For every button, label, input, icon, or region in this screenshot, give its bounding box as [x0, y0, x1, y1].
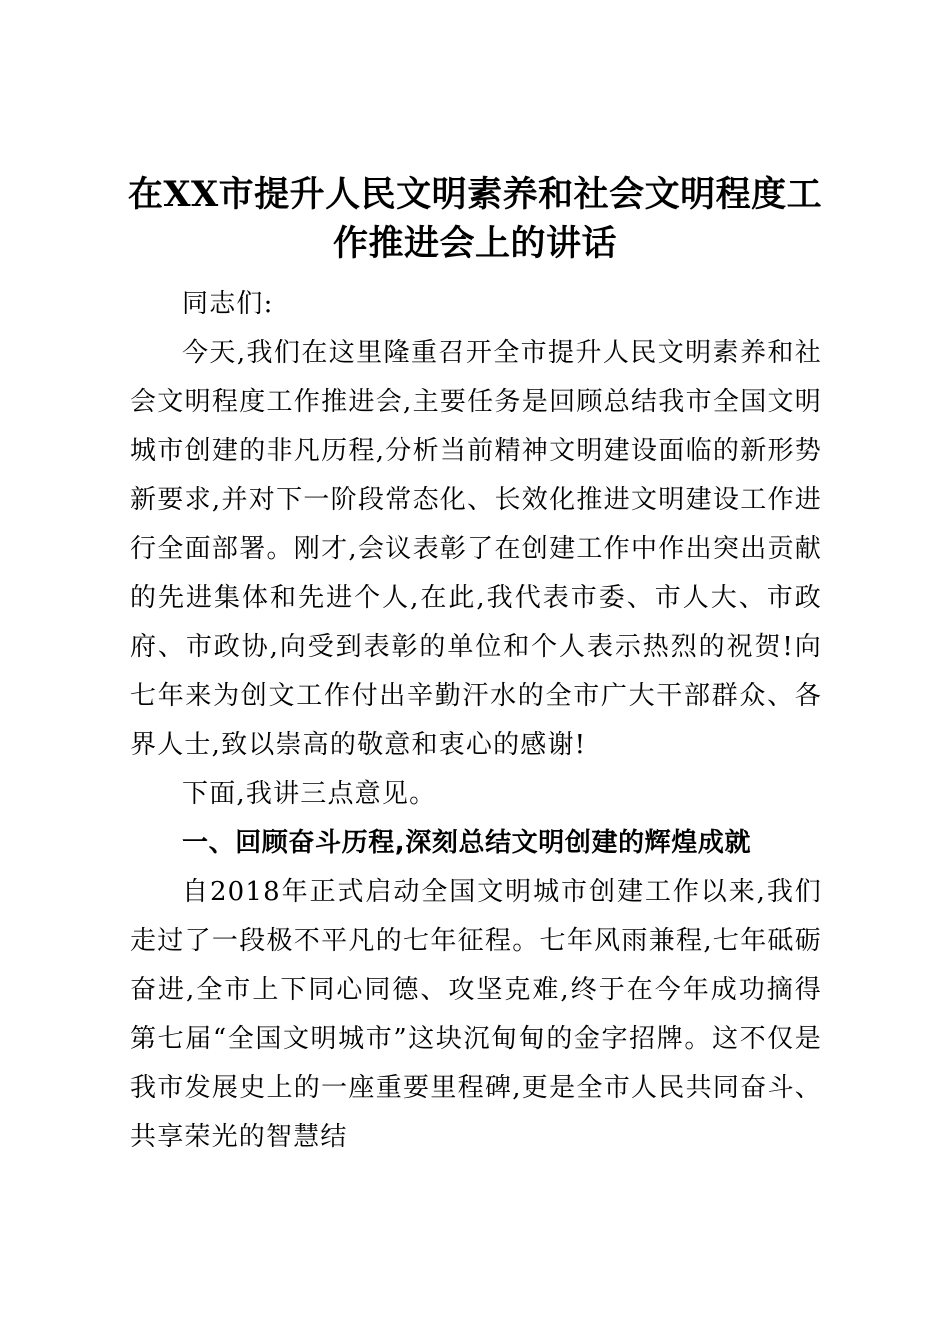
opening-paragraph: 今天,我们在这里隆重召开全市提升人民文明素养和社会文明程度工作推进会,主要任务是回顾总结我市全国文明城市创建的非凡历程,分析当前精神文明建设面临的新形势新要求,并对下一阶段常态化、长效化推进文明建设工作进行全面部署。刚才,会议表彰了在创建工作中作出突出贡献的先进集体和先进个人,在此,我代表市委、市人大、市政府、市政协,向受到表彰的单位和个人表示热烈的祝贺!向七年来为创文工作付出辛勤汗水的全市广大干部群众、各界人士,致以崇高的敬意和衷心的感谢! [130, 338, 822, 760]
transition-paragraph: 下面,我讲三点意见。 [182, 779, 437, 809]
section-paragraph: 自2018年正式启动全国文明城市创建工作以来,我们走过了一段极不平凡的七年征程。七年风雨兼程,七年砥砺奋进,全市上下同心同德、攻坚克难,终于在今年成功摘得第七届“全国文明城市”这块沉甸甸的金字招牌。这不仅是我市发展史上的一座重要里程碑,更是全市人民共同奋斗、共享荣光的智慧结 [130, 877, 822, 1152]
document-body [130, 280, 822, 1162]
salutation: 同志们: [182, 289, 274, 319]
section-heading: 一、回顾奋斗历程,深刻总结文明创建的辉煌成就 [182, 828, 752, 858]
document-title: 在XX市提升人民文明素养和社会文明程度工作推进会上的讲话 [127, 174, 823, 264]
